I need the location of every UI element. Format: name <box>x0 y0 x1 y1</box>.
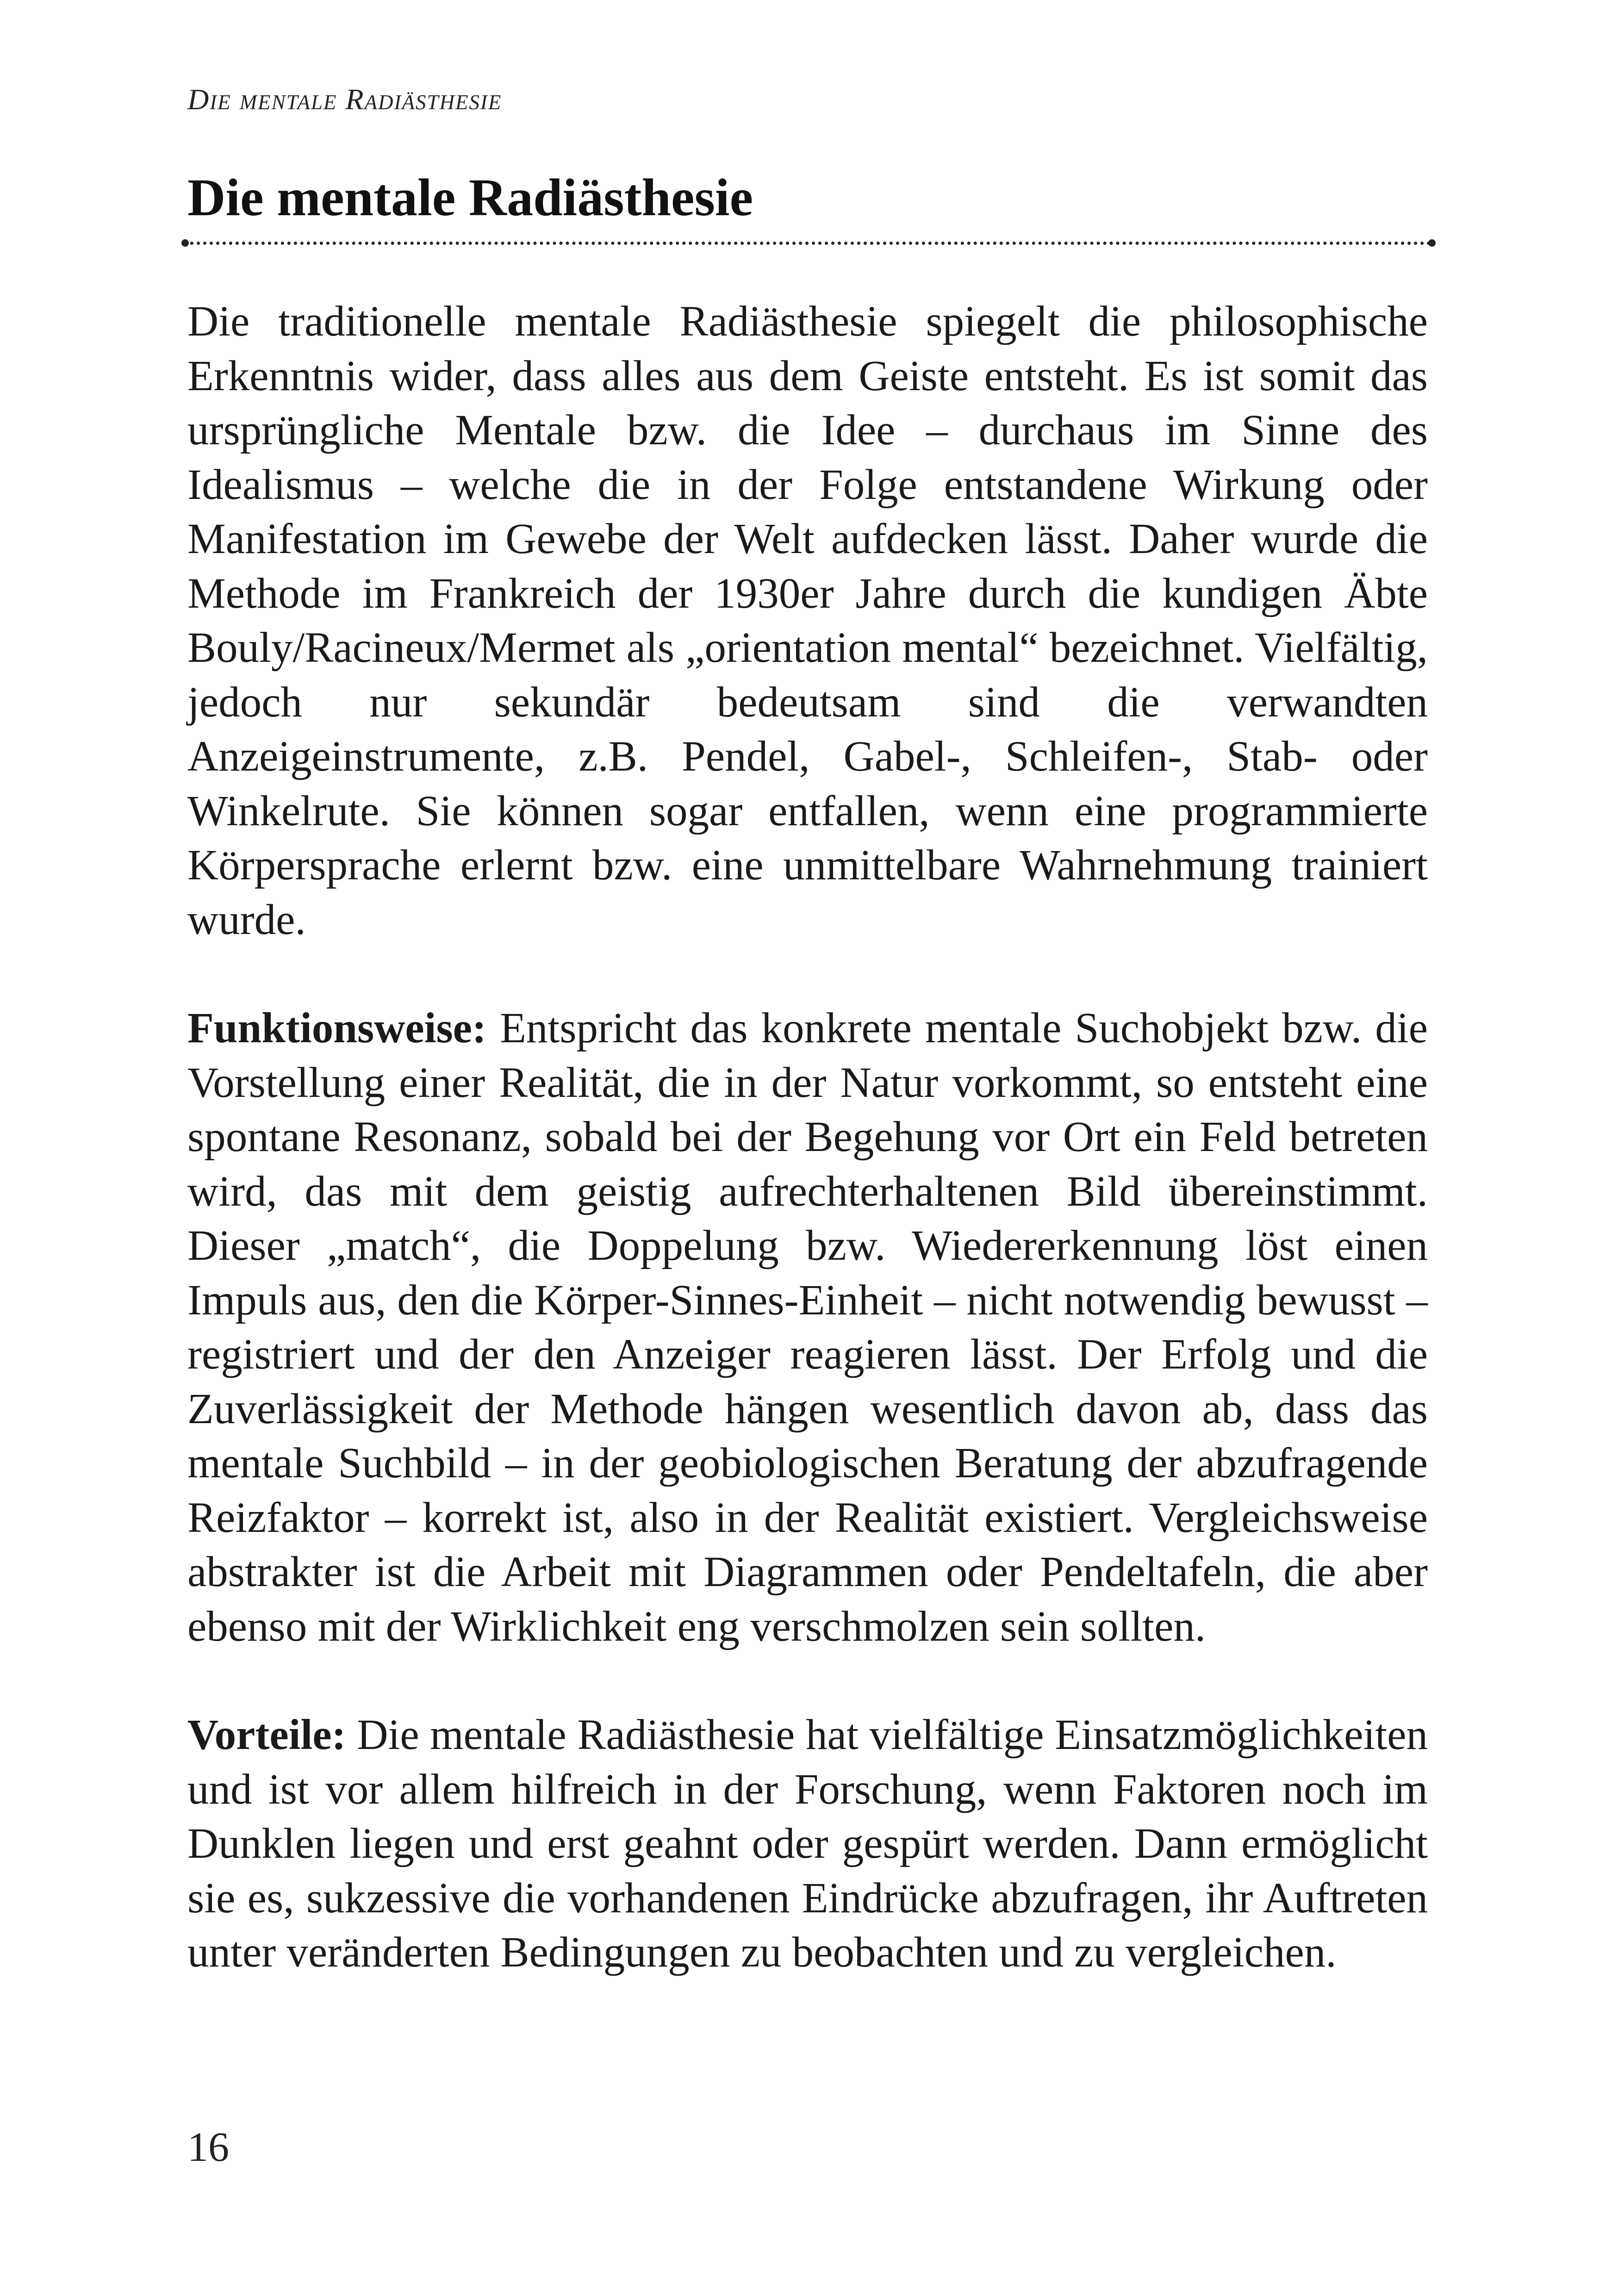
paragraph-funktionsweise-text: Entspricht das konkrete mentale Suchobjekt bzw. die Vorstellung einer Realität, die in der Natur vorkommt, so entsteht eine spontane Resonanz, sobald bei der Begehung vor Ort ein Feld betreten wird, das mit dem geistig aufrechterhaltenen Bild übereinstimmt. Dieser „match“, die Doppelung bzw. Wiedererkennung löst einen Impuls aus, den die Körper-Sinnes-Einheit – nicht notwendig bewusst – registriert und der den Anzeiger reagieren lässt. Der Erfolg und die Zuverlässigkeit der Methode hängen wesentlich davon ab, dass das mentale Suchbild – in der geobiologischen Beratung der abzufragende Reizfaktor – korrekt ist, also in der Realität existiert. Vergleichsweise abstrakter ist die Arbeit mit Diagrammen oder Pendeltafeln, die aber ebenso mit der Wirklichkeit eng verschmolzen sein sollten. <box>187 1004 1428 1650</box>
rule-end-dot-right <box>1428 239 1436 247</box>
title-dotted-rule <box>184 242 1431 245</box>
running-head: Die mentale Radiästhesie <box>187 83 502 116</box>
paragraph-intro <box>187 294 1428 947</box>
paragraph-vorteile-label: Vorteile: <box>187 1711 346 1759</box>
paragraph-vorteile <box>187 1708 1428 1980</box>
body-text <box>187 294 1428 2034</box>
page-number: 16 <box>187 2124 229 2170</box>
rule-end-dot-left <box>181 239 189 247</box>
paragraph-funktionsweise-label: Funktionsweise: <box>187 1004 486 1052</box>
paragraph-funktionsweise <box>187 1001 1428 1654</box>
paragraph-intro-text: Die traditionelle mentale Radiästhesie spiegelt die philosophische Erkenntnis wider, dass alles aus dem Geiste entsteht. Es ist somit das ursprüngliche Mentale bzw. die Idee – durchaus im Sinne des Idealismus – welche die in der Folge entstandene Wirkung oder Manifestation im Gewebe der Welt aufdecken lässt. Daher wurde die Methode im Frankreich der 1930er Jahre durch die kundigen Äbte Bouly/Racineux/Mermet als „orientation mental“ bezeichnet. Vielfältig, jedoch nur sekundär bedeutsam sind die verwandten Anzeigeinstrumente, z.B. Pendel, Gabel-, Schleifen-, Stab- oder Winkelrute. Sie können sogar entfallen, wenn eine programmierte Körpersprache erlernt bzw. eine unmittelbare Wahrnehmung trainiert wurde. <box>187 298 1428 944</box>
chapter-title: Die mentale Radiästhesie <box>187 168 753 227</box>
paragraph-vorteile-text: Die mentale Radiästhesie hat vielfältige Einsatzmöglichkeiten und ist vor allem hilfreich in der Forschung, wenn Faktoren noch im Dunklen liegen und erst geahnt oder gespürt werden. Dann ermöglicht sie es, sukzessive die vorhandenen Eindrücke abzufragen, ihr Auftreten unter veränderten Bedingungen zu beobachten und zu vergleichen. <box>187 1711 1428 1976</box>
